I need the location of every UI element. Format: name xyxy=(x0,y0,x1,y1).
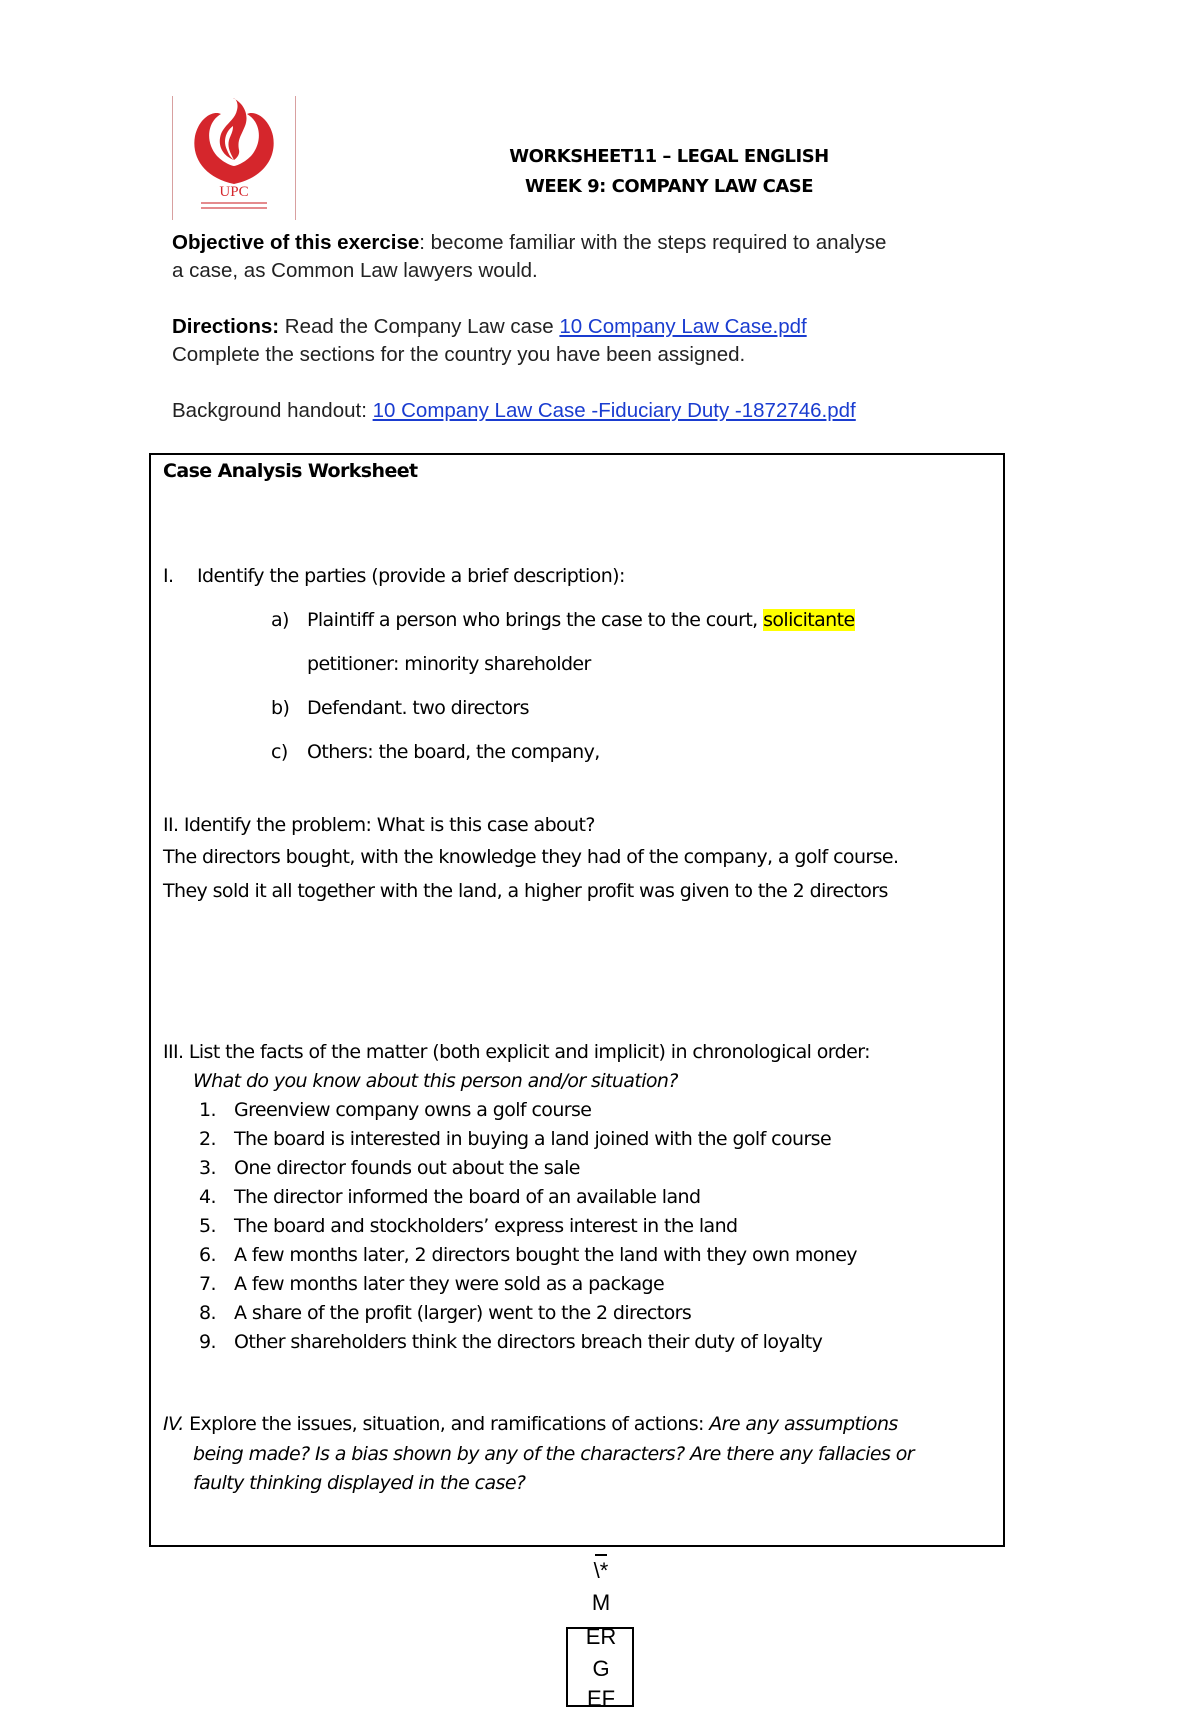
merge-field-line1: \* xyxy=(593,1558,609,1583)
upc-flame-icon xyxy=(187,98,281,186)
party-b-text: Defendant. two directors xyxy=(307,697,529,719)
fact-text: The director informed the board of an available land xyxy=(234,1186,701,1208)
fact-text: A few months later, 2 directors bought the land with they own money xyxy=(234,1244,857,1266)
merge-field-line3: ER xyxy=(585,1624,617,1649)
party-a xyxy=(307,609,855,631)
fact-number: 4. xyxy=(199,1186,216,1208)
objective-text: : become familiar with the steps required to analyse xyxy=(419,231,887,254)
section2-line2: They sold it all together with the land, a higher profit was given to the 2 directors xyxy=(163,880,888,902)
fact-number: 7. xyxy=(199,1273,216,1295)
fact-text: Greenview company owns a golf course xyxy=(234,1099,592,1121)
highlighted-term: solicitante xyxy=(763,609,855,631)
party-c-marker: c) xyxy=(271,741,288,763)
objective-text-2: a case, as Common Law lawyers would. xyxy=(172,259,538,282)
party-a-marker: a) xyxy=(271,609,289,631)
directions-paragraph xyxy=(172,313,1032,369)
party-a-line2: petitioner: minority shareholder xyxy=(307,653,591,675)
box-title: Case Analysis Worksheet xyxy=(163,460,418,482)
objective-label: Objective of this exercise xyxy=(172,231,420,254)
section4-heading xyxy=(163,1413,898,1435)
merge-field-line2: M xyxy=(591,1590,611,1615)
section4-number: IV. xyxy=(163,1413,184,1435)
merge-field-line4: G xyxy=(592,1656,610,1681)
directions-label: Directions: xyxy=(172,315,280,338)
party-a-text: Plaintiff a person who brings the case to the court, xyxy=(307,609,764,631)
section1-heading: Identify the parties (provide a brief description): xyxy=(197,565,625,587)
background-pdf-link[interactable]: 10 Company Law Case -Fiduciary Duty -1872746.pdf xyxy=(372,399,856,422)
fact-number: 1. xyxy=(199,1099,216,1121)
directions-text-2: Complete the sections for the country you have been assigned. xyxy=(172,343,746,366)
section1-number: I. xyxy=(163,565,174,587)
section2-heading: II. Identify the problem: What is this case about? xyxy=(163,814,595,836)
case-pdf-link[interactable]: 10 Company Law Case.pdf xyxy=(559,315,807,338)
fact-number: 3. xyxy=(199,1157,216,1179)
fact-text: The board and stockholders’ express interest in the land xyxy=(234,1215,738,1237)
party-b-marker: b) xyxy=(271,697,290,719)
party-c-text: Others: the board, the company, xyxy=(307,741,600,763)
worksheet-week-title: WEEK 9: COMPANY LAW CASE xyxy=(524,176,814,197)
fact-text: A share of the profit (larger) went to the 2 directors xyxy=(234,1302,692,1324)
fact-text: A few months later they were sold as a package xyxy=(234,1273,665,1295)
merge-field-line5: EF xyxy=(586,1686,616,1711)
background-label: Background handout: xyxy=(172,399,373,422)
fact-text: Other shareholders think the directors breach their duty of loyalty xyxy=(234,1331,823,1353)
directions-text: Read the Company Law case xyxy=(279,315,560,338)
logo-subtitle-lines xyxy=(201,202,267,212)
worksheet-title: WORKSHEET11 – LEGAL ENGLISH xyxy=(509,146,829,167)
background-paragraph xyxy=(172,397,1032,425)
fact-number: 8. xyxy=(199,1302,216,1324)
section4-question-3: faulty thinking displayed in the case? xyxy=(193,1472,526,1494)
section4-heading-text: Explore the issues, situation, and ramifications of actions: xyxy=(183,1413,710,1435)
fact-text: The board is interested in buying a land joined with the golf course xyxy=(234,1128,832,1150)
fact-number: 6. xyxy=(199,1244,216,1266)
section2-line1: The directors bought, with the knowledge they had of the company, a golf course. xyxy=(163,846,899,868)
logo-name: UPC xyxy=(219,184,249,200)
fact-number: 2. xyxy=(199,1128,216,1150)
fact-number: 9. xyxy=(199,1331,216,1353)
section3-subheading: What do you know about this person and/or situation? xyxy=(193,1070,678,1092)
fact-number: 5. xyxy=(199,1215,216,1237)
section4-question-1: Are any assumptions xyxy=(709,1413,898,1435)
section3-heading: III. List the facts of the matter (both explicit and implicit) in chronological order: xyxy=(163,1041,870,1063)
objective-paragraph xyxy=(172,229,1032,285)
fact-text: One director founds out about the sale xyxy=(234,1157,580,1179)
section4-question-2: being made? Is a bias shown by any of the characters? Are there any fallacies or xyxy=(193,1443,914,1465)
upc-logo xyxy=(172,96,296,220)
